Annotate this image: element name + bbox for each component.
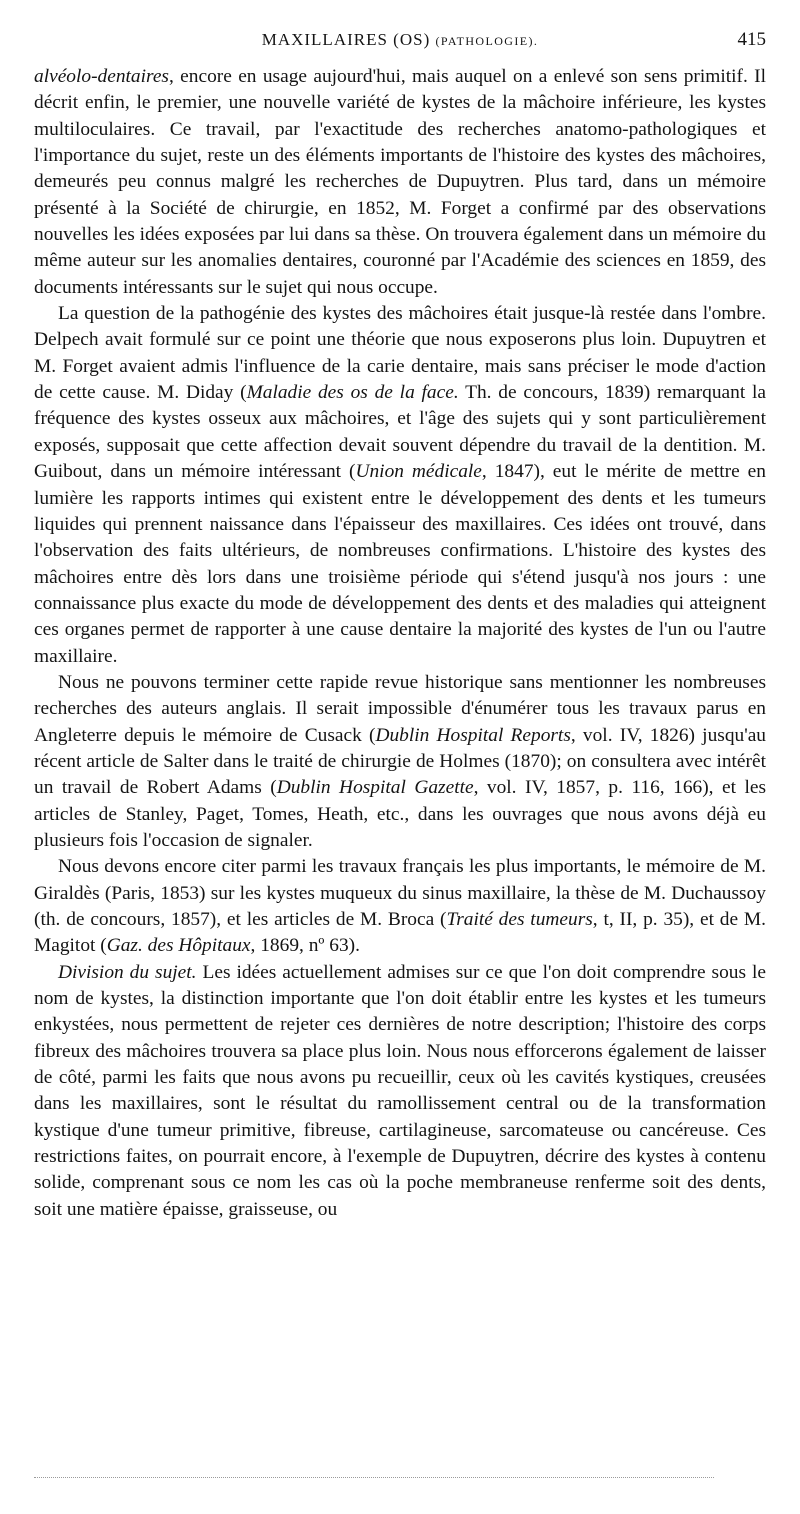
running-title-section: (PATHOLOGIE). — [435, 34, 539, 48]
italic-text: Dublin Hospital Reports — [375, 724, 571, 746]
paragraph — [34, 301, 766, 670]
italic-text: Gaz. des Hôpitaux — [106, 935, 251, 957]
running-title — [34, 26, 766, 55]
paragraph — [34, 64, 766, 301]
text-run: , encore en usage aujourd'hui, mais auquel on a enlevé son sens primitif. Il décrit enfin, le premier, une nouvelle variété de kystes de la mâchoire inférieure, les kystes multiloculaires. Ce travail, par l'exactitude des recherches anatomo-pathologiques et l'importance du sujet, reste un des éléments importants de l'histoire des kystes des mâchoires, demeurés peu connus malgré les recherches de Dupuytren. Plus tard, dans un mémoire présenté à la Société de chirurgie, en 1852, M. Forget a confirmé par des observations nouvelles les idées exposées par lui dans sa thèse. On trouvera également dans un mémoire du même auteur sur les anomalies dentaires, couronné par l'Académie des sciences en 1859, des documents intéressants sur le sujet qui nous occupe. — [34, 66, 766, 298]
text-run: , vol. IV, 1857, p. 116, 166), et les articles de Stanley, Paget, Tomes, Heath, etc., dans les ouvrages que nous avons déjà eu plusieurs fois l'occasion de signaler. — [34, 777, 767, 851]
italic-text: alvéolo-dentaires — [34, 66, 169, 87]
text-run: , 1847), eut le mérite de mettre en lumière les rapports intimes qui existent entre le développement des dents et les tumeurs liquides qui prennent naissance dans l'épaisseur des maxillaires. Ces idées ont trouvé, dans l'observation des faits ultérieurs, de nombreuses confirmations. L'histoire des kystes des mâchoires entre dès lors dans une troisième période qui s'étend jusqu'à nos jours : une connaissance plus exacte du mode de développement des dents et des maladies qui atteignent ces organes permet de rapporter à une cause dentaire la majorité des kystes de l'un ou l'autre maxillaire. — [34, 461, 766, 667]
paragraph — [34, 854, 766, 959]
italic-text: Union médicale — [355, 461, 482, 483]
text-run: Th. de concours, 1839) remarquant la fréquence des kystes osseux aux mâchoires, et l'âge des sujets qui y sont particulièrement exposés, supposait que cette affection devait souvent dépendre du travail de la dentition. M. Guibout, dans un mémoire intéressant ( — [34, 382, 767, 483]
body-text — [34, 64, 766, 1223]
italic-text: Dublin Hospital Gazette — [276, 777, 474, 799]
footer-dotted-rule — [34, 1477, 714, 1478]
italic-text: Maladie des os de la face. — [246, 382, 459, 404]
text-run: , t, II, p. 35), et de M. Magitot ( — [34, 909, 767, 957]
text-run: , 1869, nº 63). — [250, 935, 360, 957]
book-page — [34, 26, 766, 1223]
text-run: Nous devons encore citer parmi les travaux français les plus importants, le mémoire de M. Giraldès (Paris, 1853) sur les kystes muqueux du sinus maxillaire, la thèse de M. Duchaussoy (th. de concours, 1857), et les articles de M. Broca ( — [34, 856, 766, 930]
page-number: 415 — [737, 29, 766, 50]
running-title-main: MAXILLAIRES (OS) — [261, 30, 431, 49]
running-head — [34, 26, 766, 54]
italic-text: Division du sujet. — [58, 961, 197, 983]
paragraph — [34, 670, 766, 854]
text-run: Nous ne pouvons terminer cette rapide revue historique sans mentionner les nombreuses recherches des auteurs anglais. Il serait impossible d'énumérer tous les travaux parus en Angleterre depuis le mémoire de Cusack ( — [34, 671, 766, 746]
paragraph — [34, 960, 766, 1223]
text-run: , vol. IV, 1826) jusqu'au récent article de Salter dans le traité de chirurgie de Holmes (1870); on consultera avec intérêt un travail de Robert Adams ( — [34, 724, 767, 799]
italic-text: Traité des tumeurs — [446, 909, 593, 930]
text-run: Les idées actuellement admises sur ce que l'on doit comprendre sous le nom de kystes, la distinction importante que l'on doit établir entre les kystes et les tumeurs enkystées, nous permettent de rejeter ces dernières de notre description; l'histoire des corps fibreux des mâchoires trouvera sa place plus loin. Nous nous efforcerons également de laisser de côté, parmi les faits que nous avons pu recueillir, ceux où les cavités kystiques, creusées dans les maxillaires, sont le résultat du ramollissement central ou de la transformation kystique d'une tumeur primitive, fibreuse, cartilagineuse, sarcomateuse ou cancéreuse. Ces restrictions faites, on pourrait encore, à l'exemple de Dupuytren, décrire des kystes à contenu solide, comprenant sous ce nom les cas où la poche membraneuse renferme soit des dents, soit une matière épaisse, graisseuse, ou — [34, 961, 767, 1220]
text-run: La question de la pathogénie des kystes des mâchoires était jusque-là restée dans l'ombre. Delpech avait formulé sur ce point une théorie que nous exposerons plus loin. Dupuytren et M. Forget avaient admis l'influence de la carie dentaire, mais sans préciser le mode d'action de cette cause. M. Diday ( — [34, 303, 766, 404]
